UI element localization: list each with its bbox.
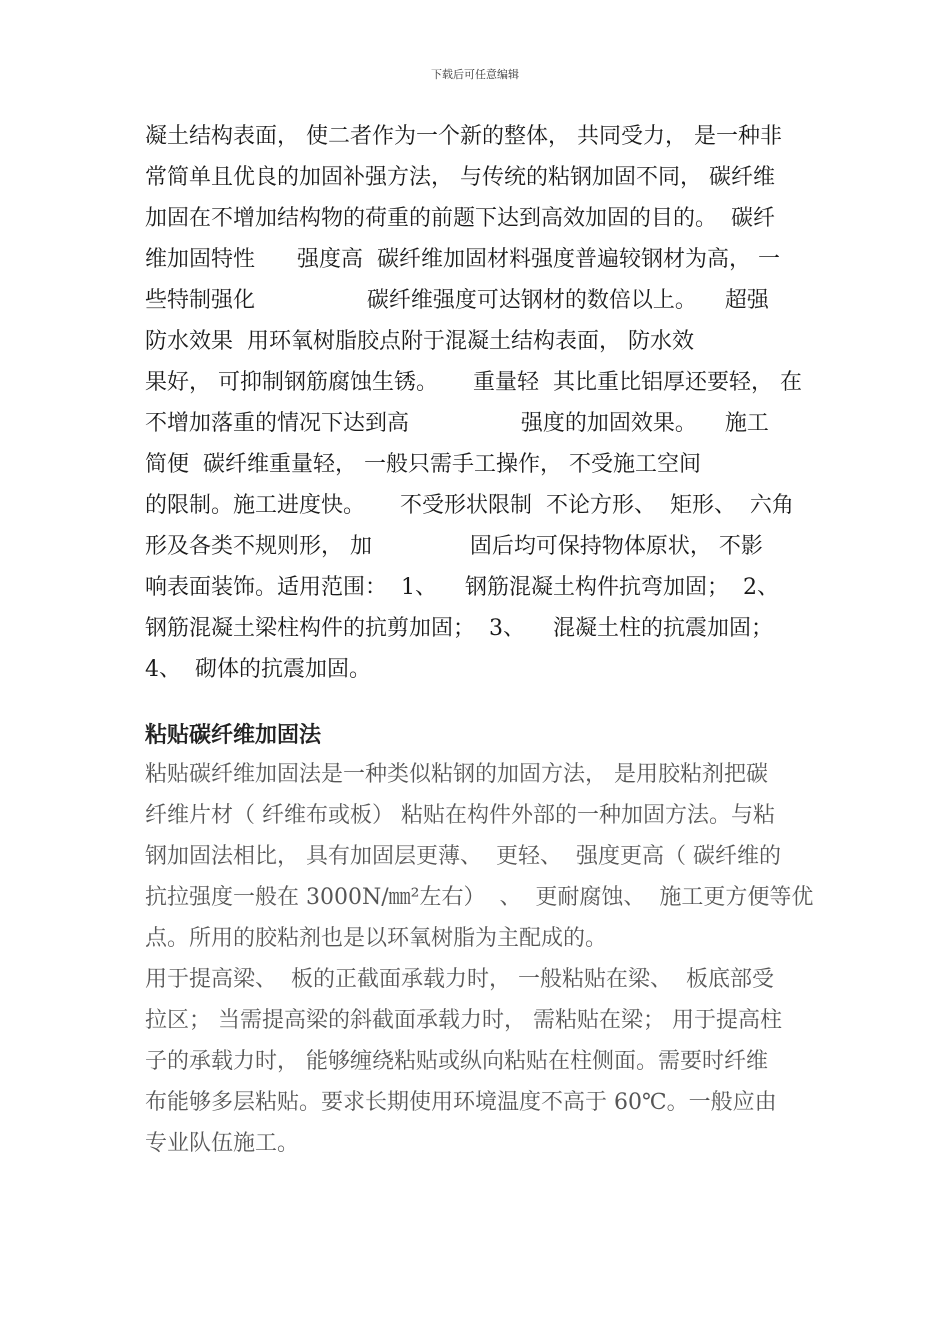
text-line: 维加固特性 强度高 碳纤维加固材料强度普遍较钢材为高， 一 — [145, 247, 780, 272]
text-line: 响表面装饰。适用范围： 1、 钢筋混凝土构件抗弯加固； 2、 — [145, 575, 779, 600]
text-line: 抗拉强度一般在 3000N/㎜²左右） 、 更耐腐蚀、 施工更方便等优 — [145, 885, 814, 910]
text-line: 防水效果 用环氧树脂胶点附于混凝土结构表面， 防水效 — [145, 329, 694, 354]
section-heading: 粘贴碳纤维加固法 — [145, 722, 322, 748]
text-line: 专业队伍施工。 — [145, 1131, 300, 1156]
text-line: 点。所用的胶粘剂也是以环氧树脂为主配成的。 — [145, 926, 608, 951]
text-line: 布能够多层粘贴。要求长期使用环境温度不高于 60℃。一般应由 — [145, 1090, 777, 1115]
text-line: 加固在不增加结构物的荷重的前题下达到高效加固的目的。 碳纤 — [145, 206, 775, 231]
text-line: 4、 砌体的抗震加固。 — [145, 657, 371, 682]
text-line: 钢加固法相比， 具有加固层更薄、 更轻、 强度更高（ 碳纤维的 — [145, 844, 781, 869]
text-line: 常简单且优良的加固补强方法， 与传统的粘钢加固不同， 碳纤维 — [145, 165, 775, 190]
text-line: 拉区； 当需提高梁的斜截面承载力时， 需粘贴在梁； 用于提高柱 — [145, 1008, 782, 1033]
text-line: 凝土结构表面， 使二者作为一个新的整体， 共同受力， 是一种非 — [145, 124, 782, 149]
text-line: 形及各类不规则形， 加 固后均可保持物体原状， 不影 — [145, 534, 763, 559]
text-line: 不增加落重的情况下达到高 强度的加固效果。 施工 — [145, 411, 769, 436]
text-line: 纤维片材（ 纤维布或板） 粘贴在构件外部的一种加固方法。与粘 — [145, 803, 775, 828]
text-line: 简便 碳纤维重量轻， 一般只需手工操作， 不受施工空间 — [145, 452, 701, 477]
text-line: 果好， 可抑制钢筋腐蚀生锈。 重量轻 其比重比铝厚还要轻， 在 — [145, 370, 802, 395]
text-line: 些特制强化 碳纤维强度可达钢材的数倍以上。 超强 — [145, 288, 769, 313]
text-line: 钢筋混凝土梁柱构件的抗剪加固； 3、 混凝土柱的抗震加固； — [145, 616, 773, 641]
text-line: 粘贴碳纤维加固法是一种类似粘钢的加固方法， 是用胶粘剂把碳 — [145, 762, 768, 787]
text-line: 用于提高梁、 板的正截面承载力时， 一般粘贴在梁、 板底部受 — [145, 967, 774, 992]
text-line: 的限制。施工进度快。 不受形状限制 不论方形、 矩形、 六角 — [145, 493, 794, 518]
text-line: 子的承载力时， 能够缠绕粘贴或纵向粘贴在柱侧面。需要时纤维 — [145, 1049, 768, 1074]
page-header: 下载后可任意编辑 — [431, 68, 519, 81]
